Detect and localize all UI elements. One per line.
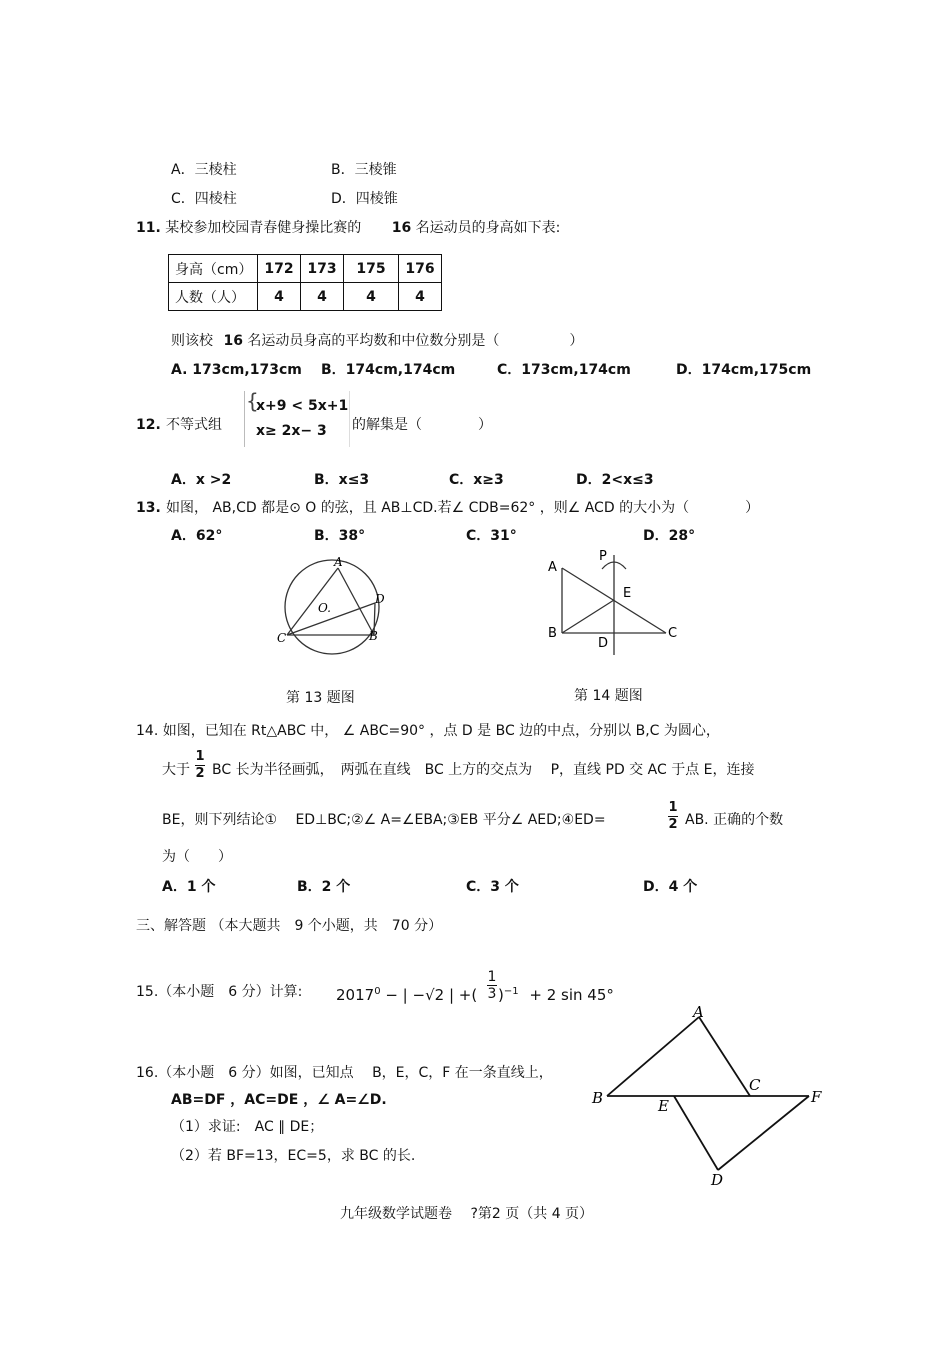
- figure-14-triangle-diagram: [540, 543, 690, 658]
- table-row: 身高（cm） 172 173 175 176: [169, 255, 442, 283]
- q13-option-c: C．31°: [466, 528, 517, 544]
- label-e: E: [658, 1097, 669, 1115]
- q14-line-4: 为（ ）: [162, 849, 232, 865]
- q13-option-a: A．62°: [171, 528, 223, 544]
- q10-option-a: A．三棱柱: [171, 162, 237, 178]
- figure-16-diagram: [585, 1000, 835, 1190]
- q13-option-d: D．28°: [643, 528, 696, 544]
- q12-number: 12.: [136, 417, 161, 433]
- label-a: A: [334, 555, 343, 569]
- q16-line-1: 16.（本小题 6 分）如图，已知点 B，E，C，F 在一条直线上，: [136, 1065, 553, 1081]
- q12-tail: 的解集是（ ）: [352, 417, 492, 433]
- height-table: [168, 254, 442, 311]
- q12-option-c: C．x≥3: [449, 472, 504, 488]
- q16-line-4: （2）若 BF=13，EC=5，求 BC 的长.: [171, 1148, 416, 1164]
- label-a: A: [693, 1003, 704, 1021]
- q10-option-b: B．三棱锥: [331, 162, 397, 178]
- section-3-heading: 三、解答题 （本大题共 9 个小题，共 70 分）: [136, 918, 443, 934]
- label-c: C: [749, 1076, 761, 1094]
- q12-option-b: B．x≤3: [314, 472, 370, 488]
- brace-icon: {: [246, 389, 259, 413]
- q14-option-a: A．1 个: [162, 879, 216, 895]
- label-d: D: [375, 592, 385, 606]
- q11-ask: 则该校 16 名运动员身高的平均数和中位数分别是（ ）: [171, 333, 584, 349]
- q14-option-d: D．4 个: [643, 879, 698, 895]
- label-a: A: [548, 560, 557, 575]
- q14-line-2b: BC 长为半径画弧， 两弧在直线 BC 上方的交点为 P，直线 PD 交 AC 于点 E，连接: [212, 762, 755, 778]
- q15-expression-tail: )$^{-1}$ + 2 sin 45°: [498, 986, 614, 1004]
- label-f: F: [811, 1088, 822, 1106]
- q11-option-c: C．173cm,174cm: [497, 362, 631, 378]
- figure-14-caption: 第 14 题图: [574, 688, 643, 704]
- q11-option-a: A. 173cm,173cm: [171, 362, 302, 378]
- label-o: O.: [318, 601, 331, 615]
- page-footer: 九年级数学试题卷 ?第2 页（共 4 页）: [340, 1206, 594, 1222]
- label-c: C: [277, 631, 287, 645]
- label-d: D: [711, 1171, 724, 1189]
- figure-13-caption: 第 13 题图: [286, 690, 355, 706]
- q10-option-c: C．四棱柱: [171, 191, 237, 207]
- q11-stem: 11. 某校参加校园青春健身操比赛的 16 名运动员的身高如下表:: [136, 220, 561, 236]
- fraction-half: 1 2: [195, 749, 205, 781]
- q14-line-3a: BE，则下列结论① ED⊥BC;②∠ A=∠EBA;③EB 平分∠ AED;④ED=: [162, 812, 606, 828]
- label-b: B: [369, 629, 378, 643]
- q13-option-b: B．38°: [314, 528, 366, 544]
- q12-inequality-2: x≥ 2x− 3: [256, 423, 327, 439]
- label-b: B: [592, 1089, 604, 1107]
- table-row: 人数（人） 4 4 4 4: [169, 283, 442, 311]
- q12-inequality-1: x+9 < 5x+1: [256, 398, 349, 414]
- label-e: E: [623, 586, 632, 601]
- figure-13-circle-diagram: [270, 550, 400, 670]
- fraction-third: 1 3: [487, 969, 497, 1002]
- q15-label: 15.（本小题 6 分）计算:: [136, 984, 303, 1000]
- label-b: B: [548, 626, 557, 641]
- q13-stem: 如图， AB,CD 都是⊙ O 的弦，且 AB⊥CD.若∠ CDB=62° ，则∠ ACD 的大小为（ ）: [166, 500, 760, 516]
- q12-stem: 不等式组: [166, 417, 222, 433]
- q15-expression: 2017$^0$ − | −√2 | +(: [336, 986, 478, 1004]
- q14-line-3b: AB. 正确的个数: [685, 812, 784, 828]
- q14-option-b: B．2 个: [297, 879, 351, 895]
- q14-line-1: 14. 如图，已知在 Rt△ABC 中， ∠ ABC=90° ，点 D 是 BC 边的中点，分别以 B,C 为圆心，: [136, 723, 720, 739]
- q14-option-c: C．3 个: [466, 879, 519, 895]
- q16-line-3: （1）求证: AC ∥ DE；: [171, 1119, 324, 1135]
- q13-number: 13.: [136, 500, 161, 516]
- label-c: C: [668, 626, 678, 641]
- label-d: D: [598, 636, 609, 651]
- q14-line-2a: 大于: [162, 762, 190, 778]
- q10-option-d: D．四棱锥: [331, 191, 398, 207]
- q11-option-b: B．174cm,174cm: [321, 362, 456, 378]
- q16-line-2: AB=DF ，AC=DE ，∠ A=∠D.: [171, 1092, 387, 1108]
- q11-option-d: D．174cm,175cm: [676, 362, 812, 378]
- label-p: P: [599, 549, 607, 564]
- fraction-half: 1 2: [668, 800, 678, 832]
- q12-option-d: D．2<x≤3: [576, 472, 654, 488]
- q12-option-a: A．x >2: [171, 472, 232, 488]
